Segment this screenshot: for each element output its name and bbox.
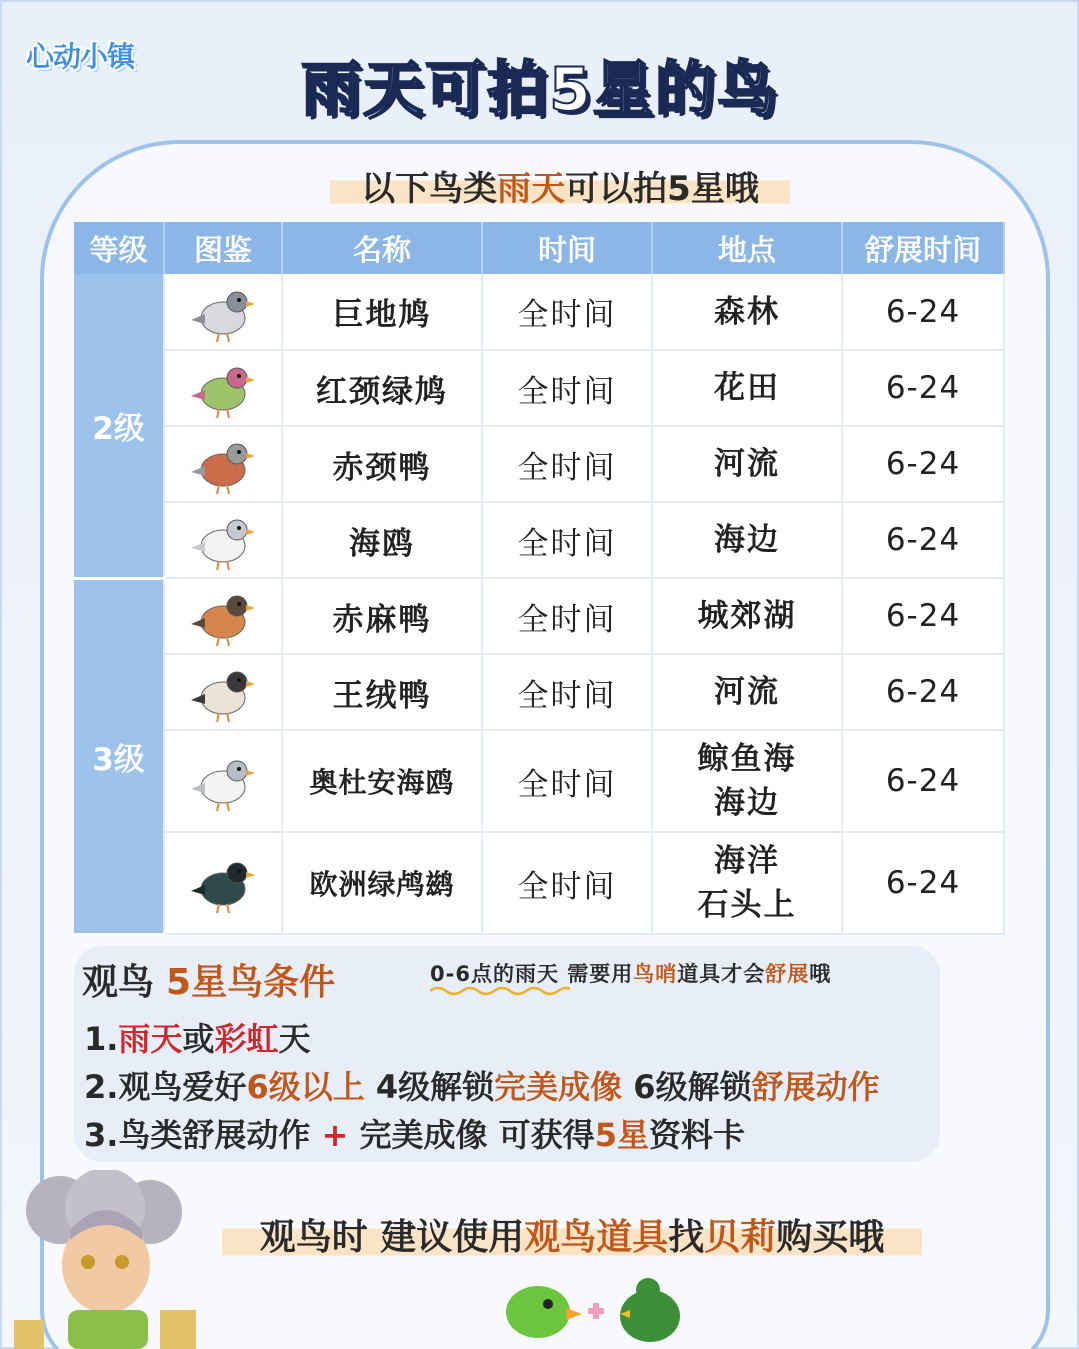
place-line: 鲸鱼海 [697, 741, 797, 777]
l3-d: 5星 [594, 1116, 649, 1154]
bird-stretch-time: 6-24 [842, 578, 1004, 654]
audouins-gull-icon [183, 749, 263, 813]
table-row [74, 730, 1004, 832]
place-line: 海边 [714, 522, 780, 558]
bird-stretch-time: 6-24 [842, 832, 1004, 934]
place-line: 石头上 [697, 887, 797, 923]
tip-e: 购买哦 [776, 1216, 885, 1258]
l2-c: 4级解锁 [364, 1068, 495, 1106]
place-line: 花田 [714, 370, 780, 406]
l2-e: 6级解锁 [622, 1068, 752, 1106]
bird-stretch-time: 6-24 [842, 274, 1004, 350]
table-row [74, 578, 1004, 654]
place-line: 海边 [714, 785, 780, 821]
bird-place [652, 730, 842, 832]
header-stretch-time: 舒展时间 [842, 222, 1004, 274]
bird-name: 红颈绿鸠 [282, 350, 482, 426]
subtitle-pre: 以下鸟类 [361, 168, 498, 209]
bird-time: 全时间 [482, 730, 652, 832]
place-line: 城郊湖 [697, 598, 797, 634]
l3-b: + [321, 1116, 349, 1154]
bird-name: 海鸥 [282, 502, 482, 578]
bird-icon-cell [164, 274, 282, 350]
bird-stretch-time: 6-24 [842, 730, 1004, 832]
bird-place [652, 350, 842, 426]
bird-place [652, 502, 842, 578]
note-c: 道具才会 [677, 962, 766, 986]
place-line: 河流 [714, 674, 780, 710]
table-row [74, 832, 1004, 934]
king-eider-icon [183, 660, 263, 724]
bird-time: 全时间 [482, 654, 652, 730]
l3-c: 完美成像 可获得 [348, 1116, 595, 1154]
bird-icon-cell [164, 350, 282, 426]
table-row [74, 274, 1004, 350]
l2-f: 舒展动作 [751, 1068, 880, 1106]
logo-text: 心动小镇 [26, 40, 135, 73]
bird-time: 全时间 [482, 274, 652, 350]
bird-stretch-time: 6-24 [842, 426, 1004, 502]
bird-name: 奥杜安海鸥 [282, 730, 482, 832]
seagull-icon [183, 508, 263, 572]
l2-b: 6级以上 [246, 1068, 365, 1106]
bird-name: 赤麻鸭 [282, 578, 482, 654]
bird-place [652, 426, 842, 502]
wigeon-duck-icon [183, 432, 263, 496]
bird-name: 欧洲绿鸬鹚 [282, 832, 482, 934]
app-logo [26, 28, 186, 82]
bird-time: 全时间 [482, 578, 652, 654]
l2-a: 2.观鸟爱好 [84, 1068, 247, 1106]
place-line: 森林 [714, 293, 780, 330]
table-row [74, 502, 1004, 578]
tip-a: 观鸟时 建议使用 [259, 1216, 525, 1258]
wavy-underline-icon [430, 985, 570, 997]
condition-line-1 [84, 1014, 310, 1060]
note-a: 0-6点的雨天 需要用 [430, 962, 634, 986]
l1-e: 天 [278, 1020, 311, 1058]
header-icon: 图鉴 [164, 222, 282, 274]
grey-pigeon-icon [183, 280, 263, 344]
bird-time: 全时间 [482, 426, 652, 502]
place-line: 海洋 [714, 843, 780, 879]
bird-tools-icon [498, 1266, 698, 1346]
bird-time: 全时间 [482, 502, 652, 578]
condition-line-3 [84, 1110, 745, 1156]
bird-table [74, 222, 1005, 936]
tip-banner [222, 1206, 922, 1262]
bird-stretch-time: 6-24 [842, 502, 1004, 578]
bird-place [652, 274, 842, 350]
conditions-note [430, 958, 831, 988]
table-header-row [74, 222, 1004, 274]
header-level: 等级 [74, 222, 164, 274]
tip-b: 观鸟道具 [524, 1216, 669, 1258]
bird-icon-cell [164, 654, 282, 730]
conditions-title [82, 954, 335, 1005]
condition-line-2 [84, 1062, 880, 1108]
bird-icon-cell [164, 832, 282, 934]
header-name: 名称 [282, 222, 482, 274]
ruddy-shelduck-icon [183, 584, 263, 648]
l1-a: 1. [84, 1020, 119, 1058]
table-row [74, 350, 1004, 426]
place-line: 河流 [714, 446, 780, 482]
subtitle-accent: 雨天 [497, 168, 566, 209]
l1-c: 或 [182, 1020, 215, 1058]
bird-place [652, 832, 842, 934]
level-cell: 3级 [74, 578, 164, 934]
bird-place [652, 578, 842, 654]
bird-stretch-time: 6-24 [842, 654, 1004, 730]
page-title [280, 48, 800, 125]
table-row [74, 426, 1004, 502]
title-part-rest: 可拍5星的鸟 [425, 55, 779, 125]
bird-stretch-time: 6-24 [842, 350, 1004, 426]
l3-a: 3.鸟类舒展动作 [84, 1116, 322, 1154]
conditions-title-b: 5星鸟条件 [166, 962, 336, 1003]
header-place: 地点 [652, 222, 842, 274]
european-shag-icon [183, 851, 263, 915]
header-time: 时间 [482, 222, 652, 274]
bird-name: 赤颈鸭 [282, 426, 482, 502]
title-part-rainy: 雨天 [301, 55, 426, 125]
l1-b: 雨天 [118, 1020, 183, 1058]
note-e: 哦 [809, 962, 832, 986]
l2-d: 完美成像 [494, 1068, 623, 1106]
bird-icon-cell [164, 730, 282, 832]
conditions-title-a: 观鸟 [82, 962, 155, 1003]
green-pigeon-icon [183, 356, 263, 420]
l3-e: 资料卡 [648, 1116, 745, 1154]
character-avatar-icon [10, 1170, 200, 1349]
bird-name: 王绒鸭 [282, 654, 482, 730]
table-row [74, 654, 1004, 730]
bird-icon-cell [164, 578, 282, 654]
subtitle-post: 可以拍5星哦 [565, 168, 759, 209]
tip-d: 贝莉 [704, 1216, 777, 1258]
l1-d: 彩虹 [214, 1020, 279, 1058]
bird-icon-cell [164, 502, 282, 578]
note-b: 鸟哨 [633, 962, 678, 986]
bird-name: 巨地鸠 [282, 274, 482, 350]
bird-time: 全时间 [482, 832, 652, 934]
bird-time: 全时间 [482, 350, 652, 426]
bird-place [652, 654, 842, 730]
level-cell: 2级 [74, 274, 164, 578]
subtitle-banner [330, 162, 790, 208]
bird-icon-cell [164, 426, 282, 502]
tip-c: 找 [668, 1216, 705, 1258]
note-d: 舒展 [765, 962, 810, 986]
